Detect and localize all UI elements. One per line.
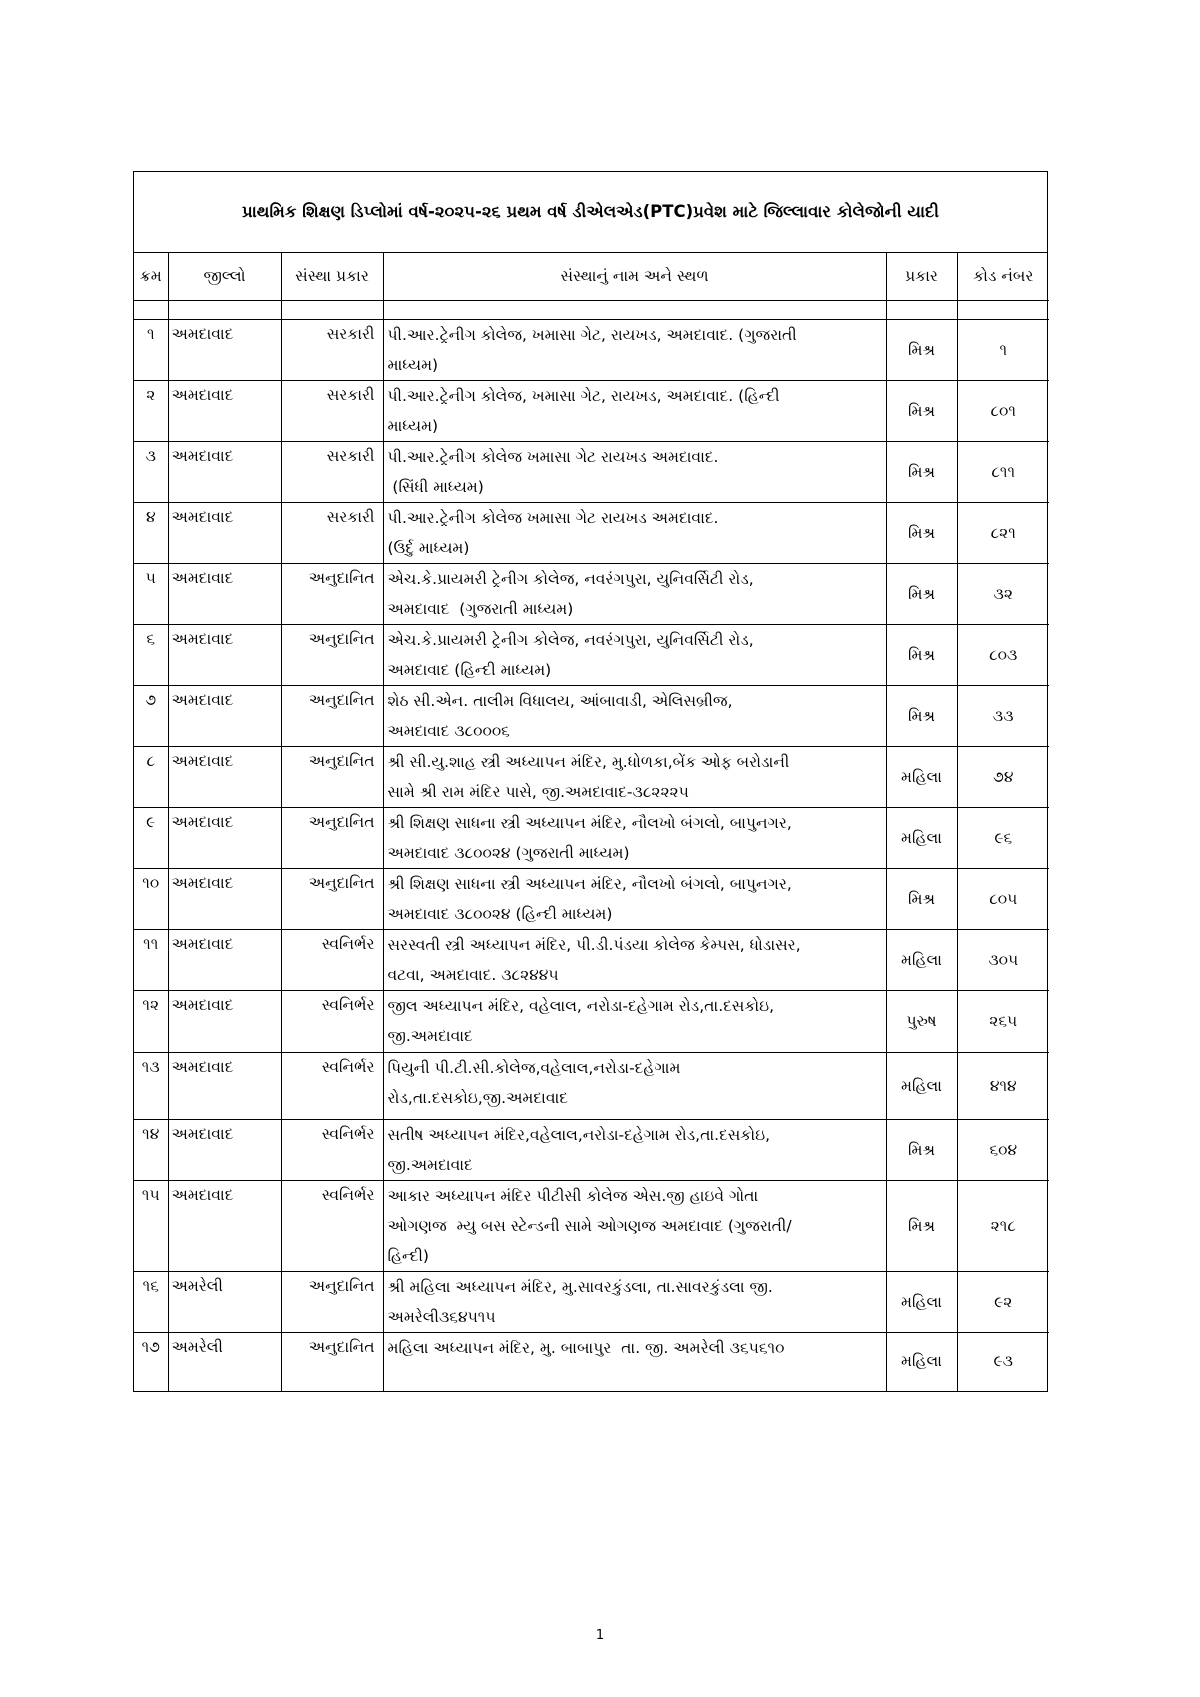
- cell-category: મિશ્ર: [886, 442, 957, 503]
- name-line: હિન્દી): [387, 1247, 429, 1265]
- cell-category: મિશ્ર: [886, 869, 957, 930]
- cell-code: ૮૦૧: [957, 381, 1049, 442]
- table-row: [134, 991, 1049, 1053]
- name-line: (સિંધી માધ્યમ): [387, 478, 484, 496]
- name-line: પી.આર.ટ્રેનીગ કોલેજ ખમાસા ગેટ રાયખડ અમદાવાદ.: [387, 448, 719, 466]
- cell-code: ૯૨: [957, 1272, 1049, 1333]
- cell-category: મહિલા: [886, 1272, 957, 1333]
- name-line: શ્રી શિક્ષણ સાધના સ્ત્રી અધ્યાપન મંદિર, નૌલખો બંગલો, બાપુનગર,: [387, 875, 792, 893]
- cell-institution-type: સરકારી: [281, 381, 383, 442]
- cell-institution-type: અનુદાનિત: [281, 808, 383, 869]
- cell-sr: ૬: [134, 625, 168, 686]
- cell-sr: ૧૭: [134, 1333, 168, 1391]
- table-row: [134, 808, 1049, 869]
- cell-category: મહિલા: [886, 1053, 957, 1120]
- cell-code: ૬૦૪: [957, 1120, 1049, 1181]
- spacer-cell: [383, 301, 886, 320]
- name-line: રોડ,તા.દસકોઇ,જી.અમદાવાદ: [387, 1089, 568, 1107]
- name-line: સરસ્વતી સ્ત્રી અધ્યાપન મંદિર, પી.ડી.પંડયા કોલેજ કેમ્પસ, ધોડાસર,: [387, 936, 801, 954]
- cell-category: પુરુષ: [886, 991, 957, 1053]
- cell-sr: ૧૪: [134, 1120, 168, 1181]
- cell-category: મહિલા: [886, 1333, 957, 1391]
- name-line: શ્રી સી.યુ.શાહ સ્ત્રી અધ્યાપન મંદિર, મુ.ધોળકા,બેંક ઓફ બરોડાની: [387, 753, 790, 771]
- name-line: અમદાવાદ (ગુજરાતી માધ્યમ): [387, 600, 574, 618]
- cell-institution-type: સ્વનિર્ભર: [281, 991, 383, 1053]
- cell-code: ૪૧૪: [957, 1053, 1049, 1120]
- cell-institution-type: સ્વનિર્ભર: [281, 1053, 383, 1120]
- cell-category: મહિલા: [886, 808, 957, 869]
- header-row: [134, 253, 1049, 301]
- cell-sr: ૧: [134, 320, 168, 381]
- cell-district: અમદાવાદ: [168, 442, 281, 503]
- name-line: વટવા, અમદાવાદ. ૩૮૨૪૪૫: [387, 966, 559, 984]
- cell-sr: ૭: [134, 686, 168, 747]
- cell-name-place: [383, 381, 886, 442]
- cell-district: અમદાવાદ: [168, 1120, 281, 1181]
- cell-name-place: [383, 320, 886, 381]
- name-line: ઓગણજ મ્યુ બસ સ્ટેન્ડની સામે ઓગણજ અમદાવાદ (ગુજરાતી/: [387, 1217, 792, 1235]
- table-row: [134, 686, 1049, 747]
- name-line: આકાર અધ્યાપન મંદિર પીટીસી કોલેજ એસ.જી હાઇવે ગોતા: [387, 1187, 759, 1205]
- cell-category: મિશ્ર: [886, 320, 957, 381]
- cell-code: ૯૩: [957, 1333, 1049, 1391]
- cell-name-place: [383, 442, 886, 503]
- colleges-table: [134, 253, 1049, 1391]
- cell-name-place: [383, 1053, 886, 1120]
- cell-code: ૮૨૧: [957, 503, 1049, 564]
- table-row: [134, 869, 1049, 930]
- table-row: [134, 564, 1049, 625]
- name-line: એચ.કે.પ્રાયમરી ટ્રેનીગ કોલેજ, નવરંગપુરા, યુનિવર્સિટી રોડ,: [387, 631, 754, 649]
- cell-category: મિશ્ર: [886, 625, 957, 686]
- spacer-row: [134, 301, 1049, 320]
- name-line: શ્રી શિક્ષણ સાધના સ્ત્રી અધ્યાપન મંદિર, નૌલખો બંગલો, બાપુનગર,: [387, 814, 792, 832]
- spacer-cell: [957, 301, 1049, 320]
- cell-sr: ૧૫: [134, 1181, 168, 1272]
- spacer-cell: [886, 301, 957, 320]
- name-line: (ઉર્દુ માધ્યમ): [387, 539, 470, 557]
- cell-sr: ૧૦: [134, 869, 168, 930]
- cell-category: મિશ્ર: [886, 381, 957, 442]
- header-name-place: સંસ્થાનું નામ અને સ્થળ: [383, 253, 886, 301]
- table-row: [134, 625, 1049, 686]
- cell-name-place: [383, 930, 886, 991]
- cell-category: મિશ્ર: [886, 564, 957, 625]
- cell-sr: ૪: [134, 503, 168, 564]
- cell-name-place: [383, 1120, 886, 1181]
- table-row: [134, 1333, 1049, 1391]
- cell-institution-type: અનુદાનિત: [281, 625, 383, 686]
- cell-institution-type: સ્વનિર્ભર: [281, 930, 383, 991]
- name-line: અમદાવાદ (હિન્દી માધ્યમ): [387, 661, 552, 679]
- name-line: શ્રી મહિલા અધ્યાપન મંદિર, મુ.સાવરકુંડલા, તા.સાવરકુંડલા જી.: [387, 1278, 773, 1296]
- name-line: પી.આર.ટ્રેનીગ કોલેજ ખમાસા ગેટ રાયખડ અમદાવાદ.: [387, 509, 719, 527]
- name-line: અમદાવાદ ૩૮૦૦૨૪ (ગુજરાતી માધ્યમ): [387, 844, 630, 862]
- name-line: સતીષ અધ્યાપન મંદિર,વહેલાલ,નરોડા-દહેગામ રોડ,તા.દસકોઇ,: [387, 1126, 771, 1144]
- header-type: પ્રકાર: [886, 253, 957, 301]
- cell-institution-type: અનુદાનિત: [281, 1333, 383, 1391]
- cell-name-place: [383, 747, 886, 808]
- cell-code: ૮૦૩: [957, 625, 1049, 686]
- cell-district: અમદાવાદ: [168, 686, 281, 747]
- page-number: 1: [595, 1628, 605, 1643]
- document-title: પ્રાથમિક શિક્ષણ ડિપ્લોમાં વર્ષ-૨૦૨૫-૨૬ પ્રથમ વર્ષ ડીએલએડ(PTC)પ્રવેશ માટે જિલ્લાવાર કોલેજોની યાદી: [134, 172, 1047, 253]
- cell-district: અમદાવાદ: [168, 869, 281, 930]
- table-row: [134, 503, 1049, 564]
- cell-code: ૩૨: [957, 564, 1049, 625]
- cell-code: ૮૧૧: [957, 442, 1049, 503]
- cell-sr: ૯: [134, 808, 168, 869]
- cell-name-place: [383, 564, 886, 625]
- cell-district: અમદાવાદ: [168, 503, 281, 564]
- cell-name-place: [383, 869, 886, 930]
- header-sr: ક્રમ: [134, 253, 168, 301]
- name-line: અમદાવાદ ૩૮૦૦૦૬: [387, 722, 510, 740]
- cell-sr: ૩: [134, 442, 168, 503]
- header-code: કોડ નંબર: [957, 253, 1049, 301]
- name-line: અમરેલી૩૬૪૫૧૫: [387, 1308, 496, 1326]
- cell-district: અમદાવાદ: [168, 381, 281, 442]
- spacer-cell: [134, 301, 168, 320]
- cell-institution-type: અનુદાનિત: [281, 1272, 383, 1333]
- cell-institution-type: અનુદાનિત: [281, 564, 383, 625]
- name-line: જીલ અધ્યાપન મંદિર, વહેલાલ, નરોડા-દહેગામ રોડ,તા.દસકોઇ,: [387, 997, 775, 1015]
- cell-code: ૨૧૮: [957, 1181, 1049, 1272]
- cell-district: અમદાવાદ: [168, 808, 281, 869]
- college-list-table: [133, 171, 1048, 1392]
- table-row: [134, 1272, 1049, 1333]
- cell-district: અમદાવાદ: [168, 991, 281, 1053]
- cell-code: ૭૪: [957, 747, 1049, 808]
- cell-sr: ૧૧: [134, 930, 168, 991]
- table-row: [134, 1053, 1049, 1120]
- table-row: [134, 442, 1049, 503]
- cell-institution-type: સ્વનિર્ભર: [281, 1181, 383, 1272]
- cell-institution-type: અનુદાનિત: [281, 869, 383, 930]
- header-district: જીલ્લો: [168, 253, 281, 301]
- cell-district: અમદાવાદ: [168, 564, 281, 625]
- cell-category: મિશ્ર: [886, 686, 957, 747]
- cell-institution-type: સરકારી: [281, 442, 383, 503]
- table-row: [134, 930, 1049, 991]
- name-line: જી.અમદાવાદ: [387, 1156, 473, 1174]
- cell-name-place: [383, 991, 886, 1053]
- cell-sr: ૨: [134, 381, 168, 442]
- cell-category: મહિલા: [886, 747, 957, 808]
- table-row: [134, 1120, 1049, 1181]
- cell-sr: ૫: [134, 564, 168, 625]
- cell-institution-type: અનુદાનિત: [281, 686, 383, 747]
- cell-district: અમદાવાદ: [168, 625, 281, 686]
- cell-district: અમદાવાદ: [168, 1053, 281, 1120]
- name-line: એચ.કે.પ્રાયમરી ટ્રેનીગ કોલેજ, નવરંગપુરા, યુનિવર્સિટી રોડ,: [387, 570, 754, 588]
- table-row: [134, 747, 1049, 808]
- cell-sr: ૧૨: [134, 991, 168, 1053]
- name-line: માધ્યમ): [387, 417, 439, 435]
- cell-name-place: [383, 1181, 886, 1272]
- cell-code: ૨૬૫: [957, 991, 1049, 1053]
- cell-institution-type: અનુદાનિત: [281, 747, 383, 808]
- cell-code: ૧: [957, 320, 1049, 381]
- cell-name-place: [383, 503, 886, 564]
- cell-category: મિશ્ર: [886, 1181, 957, 1272]
- cell-institution-type: સ્વનિર્ભર: [281, 1120, 383, 1181]
- cell-institution-type: સરકારી: [281, 320, 383, 381]
- cell-name-place: [383, 1272, 886, 1333]
- name-line: પી.આર.ટ્રેનીગ કોલેજ, ખમાસા ગેટ, રાયખડ, અમદાવાદ. (હિન્દી: [387, 387, 780, 405]
- cell-sr: ૧૩: [134, 1053, 168, 1120]
- cell-code: ૮૦૫: [957, 869, 1049, 930]
- cell-sr: ૧૬: [134, 1272, 168, 1333]
- header-institution-type: સંસ્થા પ્રકાર: [281, 253, 383, 301]
- cell-category: મહિલા: [886, 930, 957, 991]
- cell-district: અમદાવાદ: [168, 930, 281, 991]
- cell-category: મિશ્ર: [886, 503, 957, 564]
- cell-district: અમદાવાદ: [168, 320, 281, 381]
- name-line: જી.અમદાવાદ: [387, 1027, 473, 1045]
- table-row: [134, 381, 1049, 442]
- table-row: [134, 1181, 1049, 1272]
- name-line: પી.આર.ટ્રેનીગ કોલેજ, ખમાસા ગેટ, રાયખડ, અમદાવાદ. (ગુજરાતી: [387, 326, 797, 344]
- cell-code: ૩૩: [957, 686, 1049, 747]
- cell-institution-type: સરકારી: [281, 503, 383, 564]
- cell-district: અમરેલી: [168, 1333, 281, 1391]
- name-line: સામે શ્રી રામ મંદિર પાસે, જી.અમદાવાદ-૩૮૨૨૨૫: [387, 783, 689, 801]
- spacer-cell: [281, 301, 383, 320]
- cell-district: અમદાવાદ: [168, 747, 281, 808]
- cell-name-place: [383, 625, 886, 686]
- name-line: અમદાવાદ ૩૮૦૦૨૪ (હિન્દી માધ્યમ): [387, 905, 613, 923]
- table-row: [134, 320, 1049, 381]
- cell-code: ૩૦૫: [957, 930, 1049, 991]
- cell-district: અમરેલી: [168, 1272, 281, 1333]
- cell-name-place: [383, 1333, 886, 1391]
- cell-district: અમદાવાદ: [168, 1181, 281, 1272]
- name-line: મહિલા અધ્યાપન મંદિર, મુ. બાબાપુર તા. જી. અમરેલી ૩૬૫૬૧૦: [387, 1339, 785, 1357]
- cell-sr: ૮: [134, 747, 168, 808]
- spacer-cell: [168, 301, 281, 320]
- name-line: માધ્યમ): [387, 356, 439, 374]
- cell-name-place: [383, 808, 886, 869]
- name-line: પિયુની પી.ટી.સી.કોલેજ,વહેલાલ,નરોડા-દહેગામ: [387, 1059, 681, 1077]
- cell-name-place: [383, 686, 886, 747]
- name-line: શેઠ સી.એન. તાલીમ વિધાલય, આંબાવાડી, એલિસબ્રીજ,: [387, 692, 733, 710]
- cell-category: મિશ્ર: [886, 1120, 957, 1181]
- cell-code: ૯૬: [957, 808, 1049, 869]
